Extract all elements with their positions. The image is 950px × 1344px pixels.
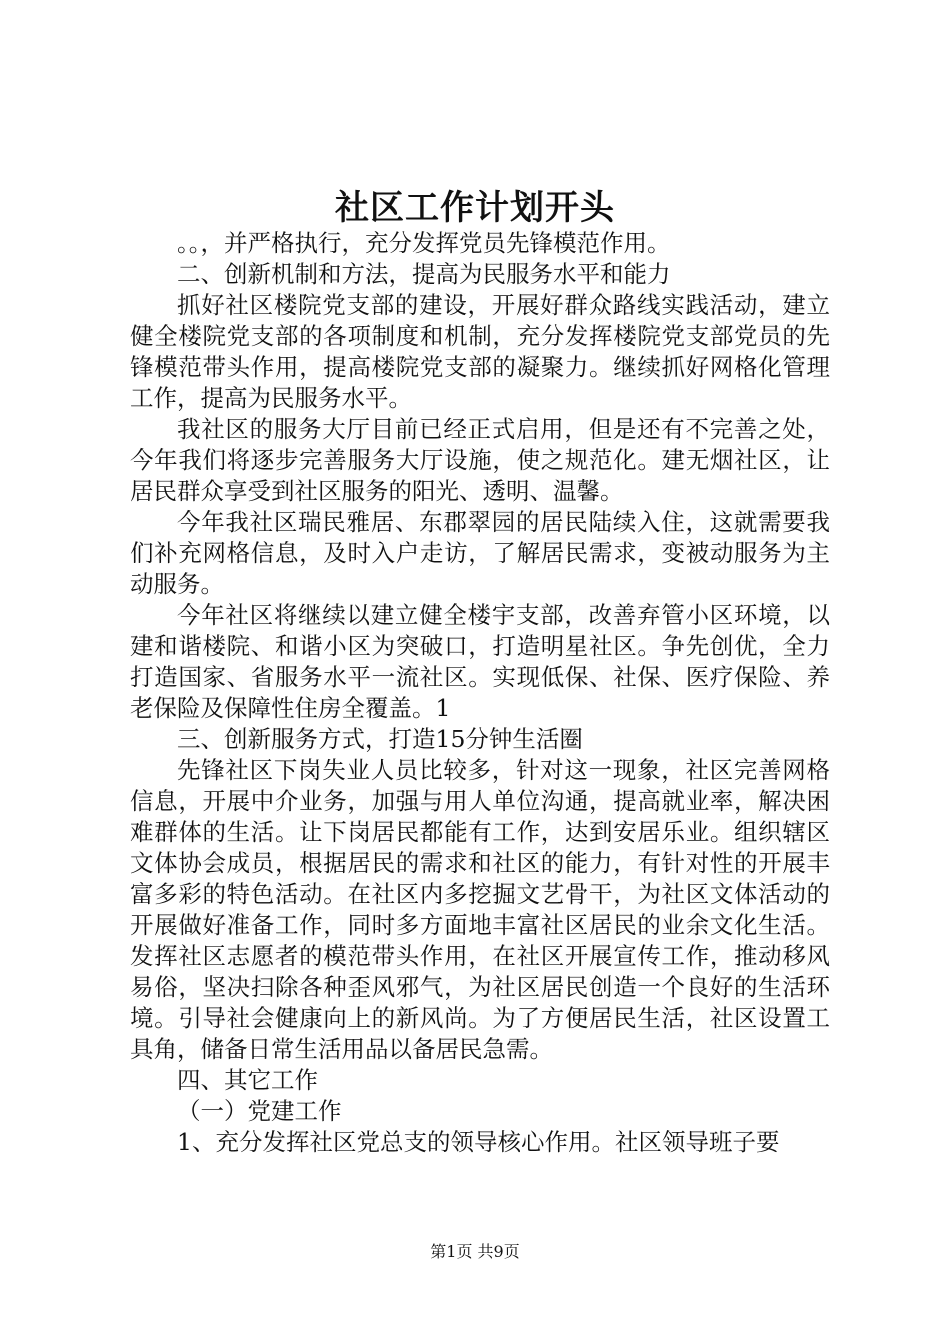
paragraph: 抓好社区楼院党支部的建设，开展好群众路线实践活动，建立健全楼院党支部的各项制度和机制，充分发挥楼院党支部党员的先锋模范带头作用，提高楼院党支部的凝聚力。继续抓好网格化管理工作，提高为民服务水平。	[130, 291, 830, 412]
section-heading-3: 三、创新服务方式，打造15分钟生活圈	[177, 725, 583, 753]
document-title: 社区工作计划开头	[335, 188, 615, 228]
page-number-footer: 第1页 共9页	[430, 1242, 520, 1261]
paragraph: 我社区的服务大厅目前已经正式启用，但是还有不完善之处，今年我们将逐步完善服务大厅设施，使之规范化。建无烟社区，让居民群众享受到社区服务的阳光、透明、温馨。	[130, 415, 830, 505]
section-heading-2: 二、创新机制和方法，提高为民服务水平和能力	[177, 260, 671, 288]
paragraph: 今年社区将继续以建立健全楼宇支部，改善弃管小区环境，以建和谐楼院、和谐小区为突破口，打造明星社区。争先创优，全力打造国家、省服务水平一流社区。实现低保、社保、医疗保险、养老保险及保障性住房全覆盖。1	[130, 601, 830, 722]
paragraph: 1、充分发挥社区党总支的领导核心作用。社区领导班子要	[177, 1128, 780, 1156]
paragraph-intro: 。。，并严格执行，充分发挥党员先锋模范作用。	[177, 229, 671, 257]
section-heading-4: 四、其它工作	[177, 1066, 318, 1094]
subsection-heading: （一）党建工作	[177, 1097, 342, 1125]
document-body	[130, 228, 830, 1158]
paragraph: 今年我社区瑞民雅居、东郡翠园的居民陆续入住，这就需要我们补充网格信息，及时入户走访，了解居民需求，变被动服务为主动服务。	[130, 508, 830, 598]
paragraph: 先锋社区下岗失业人员比较多，针对这一现象，社区完善网格信息，开展中介业务，加强与用人单位沟通，提高就业率，解决困难群体的生活。让下岗居民都能有工作，达到安居乐业。组织辖区文体协会成员，根据居民的需求和社区的能力，有针对性的开展丰富多彩的特色活动。在社区内多挖掘文艺骨干，为社区文体活动的开展做好准备工作，同时多方面地丰富社区居民的业余文化生活。发挥社区志愿者的模范带头作用，在社区开展宣传工作，推动移风易俗，坚决扫除各种歪风邪气，为社区居民创造一个良好的生活环境。引导社会健康向上的新风尚。为了方便居民生活，社区设置工具角，储备日常生活用品以备居民急需。	[130, 756, 830, 1063]
